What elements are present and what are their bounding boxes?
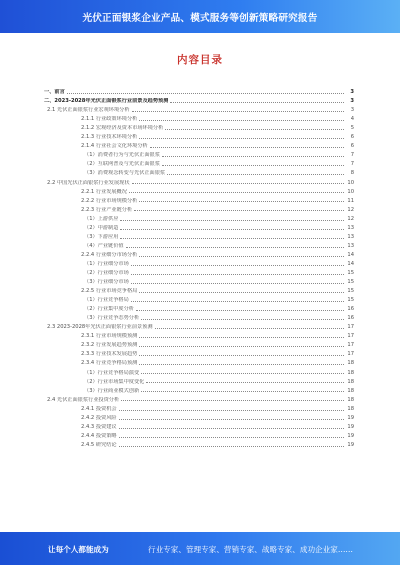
toc-leader-dots xyxy=(120,229,344,230)
toc-entry-label: （4）产业链价值 xyxy=(84,242,124,249)
toc-entry[interactable] xyxy=(44,186,354,195)
toc-entry-label: 2.3.4 行业竞争格局预测 xyxy=(81,360,138,367)
toc-entry-label: （2）中游制造 xyxy=(84,224,119,231)
toc-entry-label: 2.1.4 行业社会文化环境分析 xyxy=(81,143,148,150)
toc-entry-page: 19 xyxy=(347,441,354,448)
toc-entry[interactable] xyxy=(44,204,354,213)
toc-entry[interactable] xyxy=(44,258,354,267)
toc-title: 内容目录 xyxy=(177,54,223,66)
toc-entry-page: 5 xyxy=(350,125,354,132)
toc-entry[interactable] xyxy=(44,321,354,330)
footer-slogan: 让每个人都能成为 xyxy=(48,545,109,554)
toc-entry-page: 11 xyxy=(347,197,354,204)
toc-entry[interactable] xyxy=(44,86,354,95)
toc-entry-label: （2）行业集中度分析 xyxy=(84,306,134,313)
toc-entry-page: 7 xyxy=(350,161,354,168)
toc-entry[interactable] xyxy=(44,240,354,249)
toc-entry-page: 18 xyxy=(347,396,354,403)
toc-entry[interactable] xyxy=(44,276,354,285)
footer-tagline: 行业专家、管理专家、营销专家、战略专家、成功企业家…… xyxy=(148,545,354,554)
toc-leader-dots xyxy=(131,265,344,266)
toc-entry[interactable] xyxy=(44,176,354,185)
toc-leader-dots xyxy=(119,428,344,429)
toc-entry-label: 2.2 中国光伏正面银浆行业发展现状 xyxy=(47,179,130,186)
toc-entry-label: 2.3.1 行业市场规模预测 xyxy=(81,333,138,340)
toc-entry-page: 7 xyxy=(350,152,354,159)
toc-entry[interactable] xyxy=(44,312,354,321)
toc-entry-label: 2.1.2 宏观经济及资本市场环境分析 xyxy=(81,125,164,132)
toc-entry-label: 2.4.4 投资策略 xyxy=(81,432,117,439)
toc-leader-dots xyxy=(141,373,344,374)
toc-entry-page: 17 xyxy=(347,324,354,331)
toc-leader-dots xyxy=(67,93,344,94)
toc-entry-label: 2.4.2 投资风险 xyxy=(81,414,117,421)
toc-leader-dots xyxy=(126,247,344,248)
toc-entry[interactable] xyxy=(44,421,354,430)
toc-entry-page: 14 xyxy=(347,260,354,267)
toc-entry-page: 3 xyxy=(350,98,354,105)
toc-entry-page: 16 xyxy=(347,306,354,313)
toc-entry[interactable] xyxy=(44,394,354,403)
toc-entry-page: 18 xyxy=(347,369,354,376)
toc-entry[interactable] xyxy=(44,104,354,113)
toc-entry[interactable] xyxy=(44,366,354,375)
toc-entry-page: 6 xyxy=(350,134,354,141)
toc-entry-label: 2.3.3 行业技术发展趋势 xyxy=(81,351,138,358)
toc-entry-label: （3）消费观念转变与光伏正面银浆 xyxy=(84,170,166,177)
toc-entry[interactable] xyxy=(44,122,354,131)
toc-leader-dots xyxy=(139,138,344,139)
toc-leader-dots xyxy=(141,319,344,320)
toc-entry[interactable] xyxy=(44,430,354,439)
toc-entry-page: 3 xyxy=(350,89,354,96)
toc-entry[interactable] xyxy=(44,167,354,176)
toc-entry[interactable] xyxy=(44,348,354,357)
toc-leader-dots xyxy=(134,210,344,211)
toc-entry[interactable] xyxy=(44,113,354,122)
toc-entry-label: （2）互联网普及与光伏正面银浆 xyxy=(84,161,160,168)
toc-leader-dots xyxy=(139,120,344,121)
toc-entry[interactable] xyxy=(44,357,354,366)
toc-leader-dots xyxy=(167,174,344,175)
toc-entry-page: 4 xyxy=(350,116,354,123)
toc-leader-dots xyxy=(155,328,344,329)
toc-entry-label: 2.2.5 行业市场竞争格局 xyxy=(81,288,138,295)
toc-entry-label: （1）消费者行为与光伏正面银浆 xyxy=(84,152,160,159)
toc-leader-dots xyxy=(139,256,344,257)
toc-entry-page: 13 xyxy=(347,224,354,231)
toc-entry-page: 15 xyxy=(347,297,354,304)
toc-entry-label: （2）行业细分市场 xyxy=(84,269,129,276)
toc-entry-page: 10 xyxy=(347,179,354,186)
toc-entry-page: 16 xyxy=(347,315,354,322)
toc-entry[interactable] xyxy=(44,222,354,231)
toc-entry-page: 12 xyxy=(347,206,354,213)
toc-entry-page: 19 xyxy=(347,414,354,421)
toc-entry-label: （1）行业竞争格局演变 xyxy=(84,369,140,376)
toc-leader-dots xyxy=(129,192,344,193)
toc-leader-dots xyxy=(139,364,344,365)
toc-entry-page: 18 xyxy=(347,405,354,412)
toc-entry-page: 17 xyxy=(347,351,354,358)
header-banner xyxy=(0,0,400,33)
toc-leader-dots xyxy=(162,165,344,166)
toc-list xyxy=(44,86,354,448)
toc-leader-dots xyxy=(136,310,344,311)
toc-entry[interactable] xyxy=(44,149,354,158)
toc-entry-label: 2.1.1 行业政策环境分析 xyxy=(81,116,138,123)
toc-entry-page: 13 xyxy=(347,233,354,240)
toc-entry-label: 2.2.4 行业细分市场分析 xyxy=(81,251,138,258)
toc-entry-page: 15 xyxy=(347,288,354,295)
toc-leader-dots xyxy=(131,301,344,302)
toc-entry-page: 19 xyxy=(347,423,354,430)
toc-entry-label: 2.2.3 行业产业链分析 xyxy=(81,206,133,213)
toc-entry[interactable] xyxy=(44,385,354,394)
toc-leader-dots xyxy=(146,382,344,383)
toc-entry[interactable] xyxy=(44,412,354,421)
toc-leader-dots xyxy=(139,337,344,338)
toc-entry-page: 18 xyxy=(347,378,354,385)
toc-entry[interactable] xyxy=(44,95,354,104)
toc-entry[interactable] xyxy=(44,376,354,385)
toc-entry[interactable] xyxy=(44,213,354,222)
toc-leader-dots xyxy=(131,283,344,284)
toc-entry-page: 14 xyxy=(347,251,354,258)
toc-leader-dots xyxy=(121,400,344,401)
toc-entry[interactable] xyxy=(44,158,354,167)
toc-entry-page: 18 xyxy=(347,387,354,394)
toc-entry-page: 15 xyxy=(347,269,354,276)
toc-entry[interactable] xyxy=(44,231,354,240)
toc-entry-label: 2.4.1 投资机会 xyxy=(81,405,117,412)
toc-entry-page: 10 xyxy=(347,188,354,195)
toc-entry[interactable] xyxy=(44,403,354,412)
toc-leader-dots xyxy=(139,346,344,347)
toc-leader-dots xyxy=(120,238,344,239)
toc-entry[interactable] xyxy=(44,339,354,348)
toc-entry-label: （3）行业商业模式创新 xyxy=(84,387,140,394)
toc-leader-dots xyxy=(132,111,344,112)
toc-entry[interactable] xyxy=(44,303,354,312)
toc-entry-page: 18 xyxy=(347,360,354,367)
toc-entry-label: （1）行业细分市场 xyxy=(84,260,129,267)
toc-entry-page: 13 xyxy=(347,242,354,249)
toc-entry-page: 17 xyxy=(347,333,354,340)
toc-leader-dots xyxy=(165,129,344,130)
toc-leader-dots xyxy=(170,102,344,103)
toc-entry[interactable] xyxy=(44,439,354,448)
toc-entry-label: 2.4.5 研究结论 xyxy=(81,441,117,448)
toc-entry-label: 2.2.1 行业发展概况 xyxy=(81,188,127,195)
toc-leader-dots xyxy=(150,147,344,148)
toc-entry-label: 2.4.3 投资建议 xyxy=(81,423,117,430)
toc-entry-label: 2.1 光伏正面银浆行业宏观环境分析 xyxy=(47,107,130,114)
toc-leader-dots xyxy=(162,156,344,157)
toc-leader-dots xyxy=(141,391,344,392)
toc-leader-dots xyxy=(120,220,344,221)
toc-entry[interactable] xyxy=(44,131,354,140)
toc-entry-label: （3）下游应用 xyxy=(84,233,119,240)
toc-entry[interactable] xyxy=(44,249,354,258)
toc-leader-dots xyxy=(119,419,344,420)
toc-leader-dots xyxy=(119,437,344,438)
toc-entry-label: 2.2.2 行业市场规模分析 xyxy=(81,197,138,204)
toc-entry[interactable] xyxy=(44,330,354,339)
toc-entry-page: 15 xyxy=(347,279,354,286)
toc-entry[interactable] xyxy=(44,267,354,276)
toc-entry-label: （3）行业细分市场 xyxy=(84,279,129,286)
toc-entry-label: 二、2023-2028年光伏正面银浆行业前景及趋势预测 xyxy=(44,98,169,105)
toc-entry-label: （1）行业竞争格局 xyxy=(84,297,129,304)
toc-entry[interactable] xyxy=(44,294,354,303)
toc-entry-label: （3）行业竞争态势分析 xyxy=(84,315,140,322)
report-title: 光伏正面银浆企业产品、模式服务等创新策略研究报告 xyxy=(82,12,318,24)
toc-entry-page: 19 xyxy=(347,432,354,439)
toc-entry-page: 6 xyxy=(350,143,354,150)
toc-entry-page: 3 xyxy=(350,107,354,114)
footer-banner xyxy=(0,532,400,565)
toc-entry[interactable] xyxy=(44,285,354,294)
toc-leader-dots xyxy=(132,183,344,184)
toc-entry-label: 2.3 2023-2028年光伏正面银浆行业前景预测 xyxy=(47,324,153,331)
toc-entry-label: 2.4 光伏正面银浆行业投资分析 xyxy=(47,396,120,403)
toc-leader-dots xyxy=(131,274,344,275)
toc-leader-dots xyxy=(139,355,344,356)
toc-entry-label: 2.3.2 行业发展趋势预测 xyxy=(81,342,138,349)
toc-entry[interactable] xyxy=(44,140,354,149)
toc-entry-label: 2.1.3 行业技术环境分析 xyxy=(81,134,138,141)
toc-entry-page: 17 xyxy=(347,342,354,349)
toc-entry-label: （1）上游供应 xyxy=(84,215,119,222)
toc-leader-dots xyxy=(139,292,344,293)
toc-leader-dots xyxy=(139,201,344,202)
toc-entry-page: 12 xyxy=(347,215,354,222)
toc-entry[interactable] xyxy=(44,195,354,204)
toc-leader-dots xyxy=(119,446,344,447)
toc-entry-label: 一、前言 xyxy=(44,89,65,96)
toc-entry-page: 8 xyxy=(350,170,354,177)
toc-leader-dots xyxy=(119,410,344,411)
toc-entry-label: （2）行业市场集中度变化 xyxy=(84,378,145,385)
